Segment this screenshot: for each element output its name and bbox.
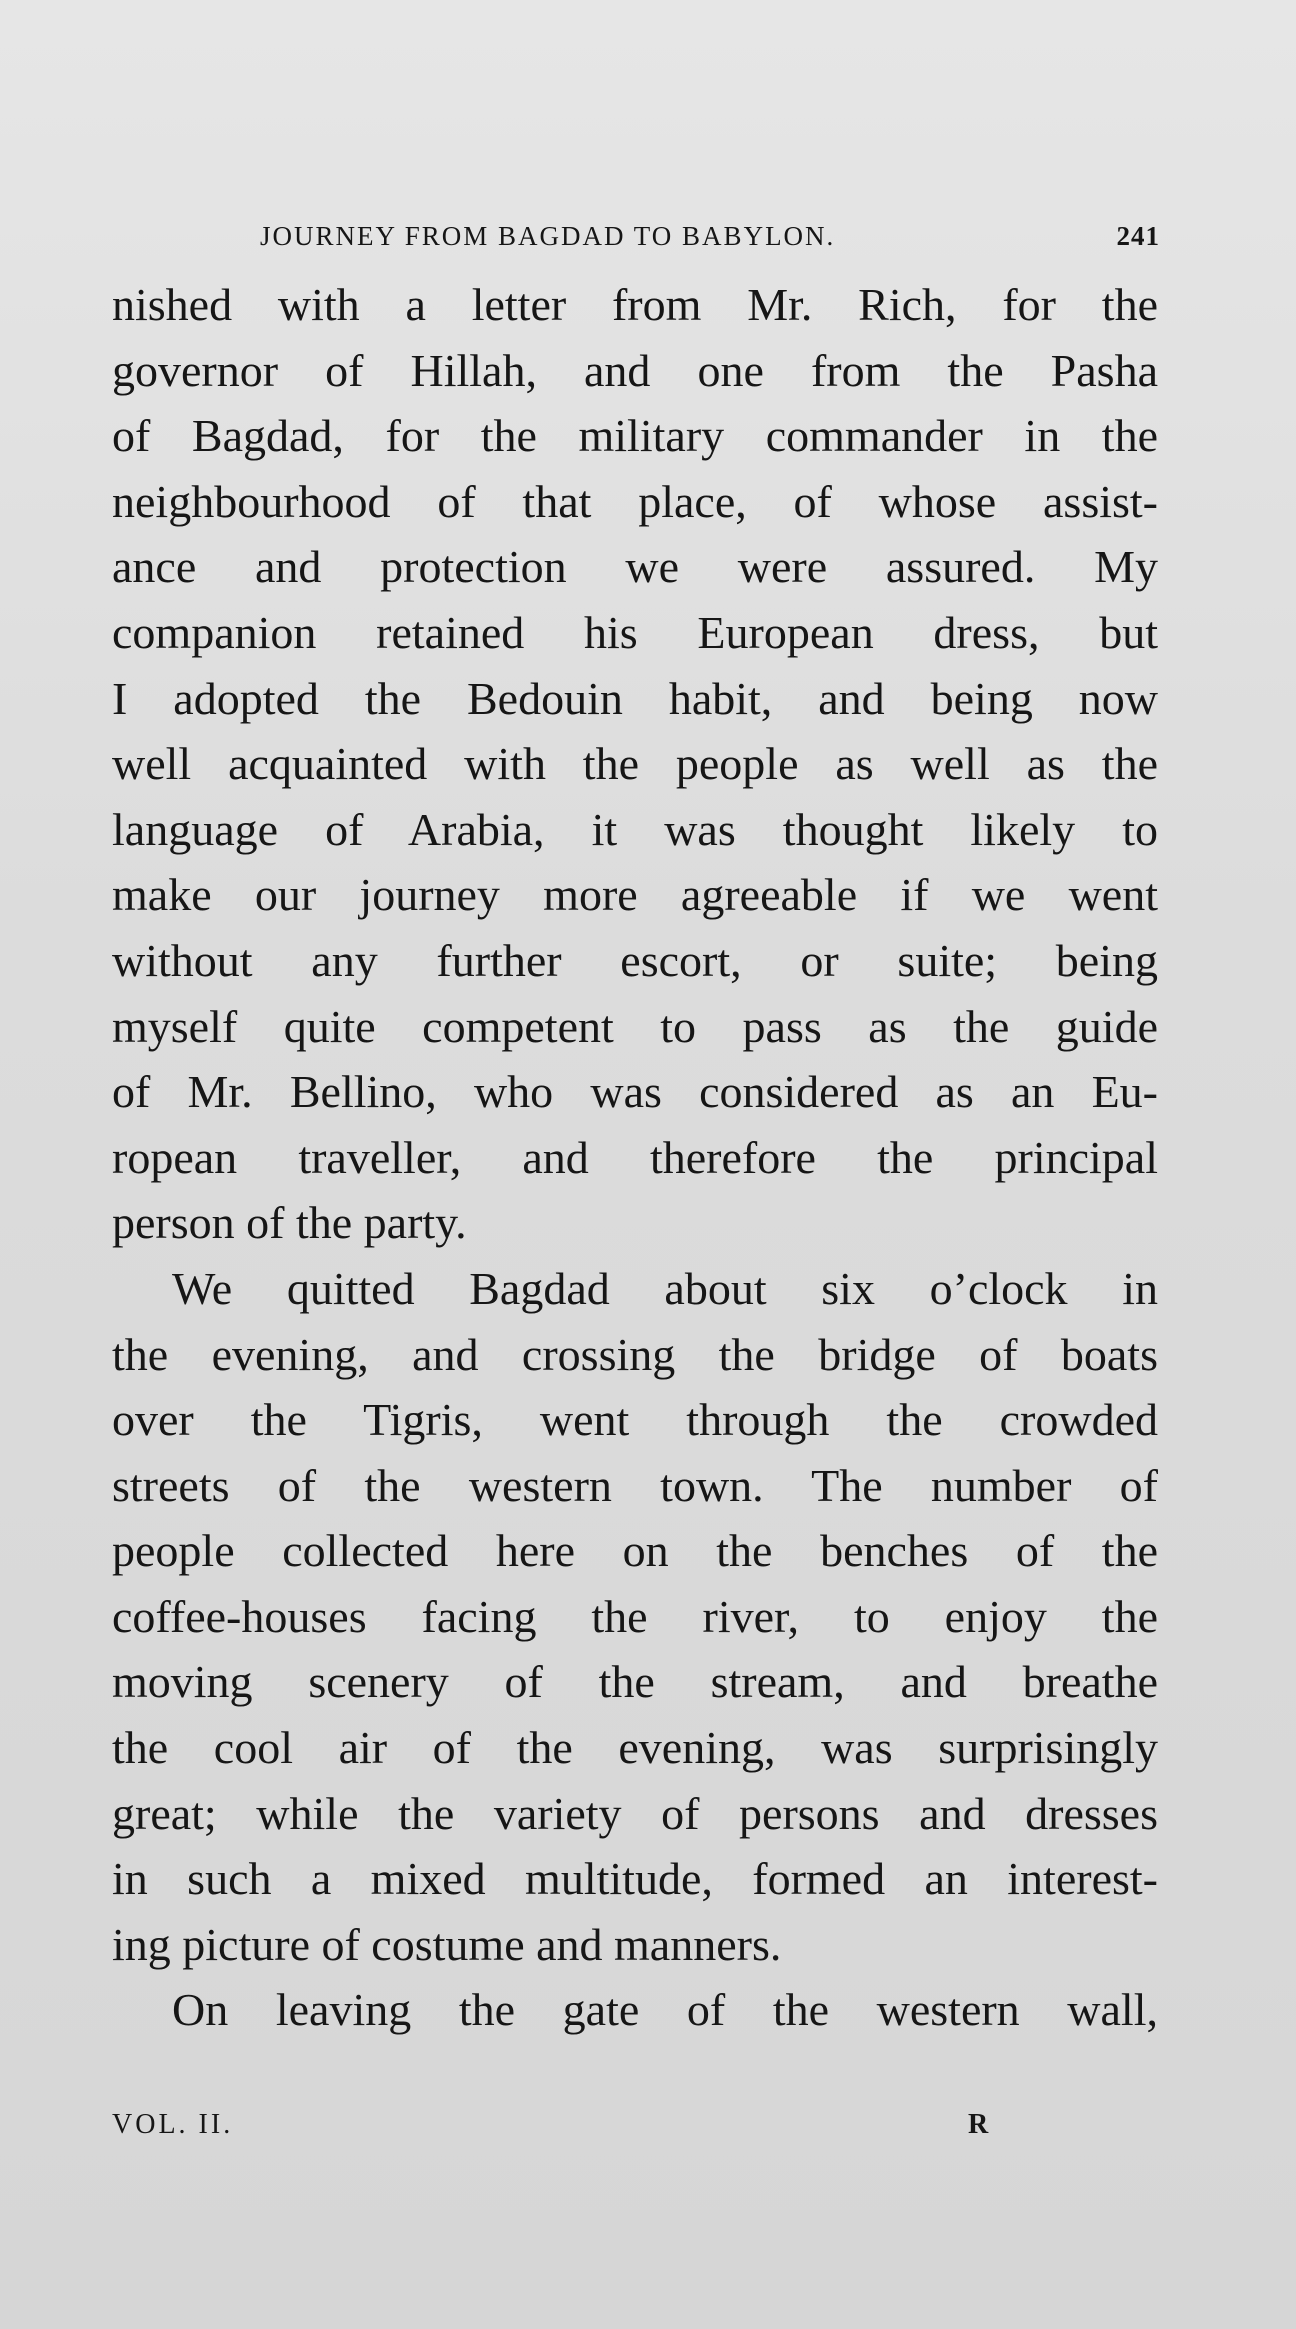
text-line: language of Arabia, it was thought likely to [112,803,1158,855]
text-line: of Bagdad, for the military commander in the [112,410,1158,462]
text-line: governor of Hillah, and one from the Pasha [112,344,1158,396]
page-number: 241 [1116,221,1160,251]
text-line: I adopted the Bedouin habit, and being now [112,672,1158,724]
text-line: neighbourhood of that place, of whose assist- [112,475,1158,527]
text-line: ropean traveller, and therefore the principal [112,1131,1158,1183]
text-line: without any further escort, or suite; being [112,934,1158,986]
text-line: people collected here on the benches of the [112,1525,1158,1577]
text-line: great; while the variety of persons and dresses [112,1787,1158,1839]
paragraph-end-line: person of the party. [112,1197,467,1249]
text-line: of Mr. Bellino, who was considered as an Eu- [112,1066,1158,1118]
text-line: in such a mixed multitude, formed an interest- [112,1853,1158,1905]
page-footer [112,2100,1012,2150]
running-head [260,216,1160,256]
text-line: the evening, and crossing the bridge of boats [112,1328,1158,1380]
signature-mark: R [968,2109,992,2140]
text-line: companion retained his European dress, but [112,606,1158,658]
running-title: JOURNEY FROM BAGDAD TO BABYLON. [260,221,836,251]
text-line: the cool air of the evening, was surprisingly [112,1722,1158,1774]
paragraph-first-line: On leaving the gate of the western wall, [172,1984,1158,2036]
text-line: ance and protection we were assured. My [112,541,1158,593]
text-line: nished with a letter from Mr. Rich, for the [112,279,1158,330]
paragraph-first-line: We quitted Bagdad about six o’clock in [172,1262,1158,1314]
volume-label: VOL. II. [112,2109,234,2140]
paragraph-end-line: ing picture of costume and manners. [112,1918,782,1970]
body-text [112,272,1158,2043]
text-line: make our journey more agreeable if we went [112,869,1158,921]
text-line: myself quite competent to pass as the guide [112,1000,1158,1052]
text-line: well acquainted with the people as well as the [112,738,1158,790]
text-line: moving scenery of the stream, and breathe [112,1656,1158,1708]
text-line: streets of the western town. The number of [112,1459,1158,1511]
text-line: over the Tigris, went through the crowded [112,1394,1158,1446]
text-line: coffee-houses facing the river, to enjoy the [112,1590,1158,1642]
